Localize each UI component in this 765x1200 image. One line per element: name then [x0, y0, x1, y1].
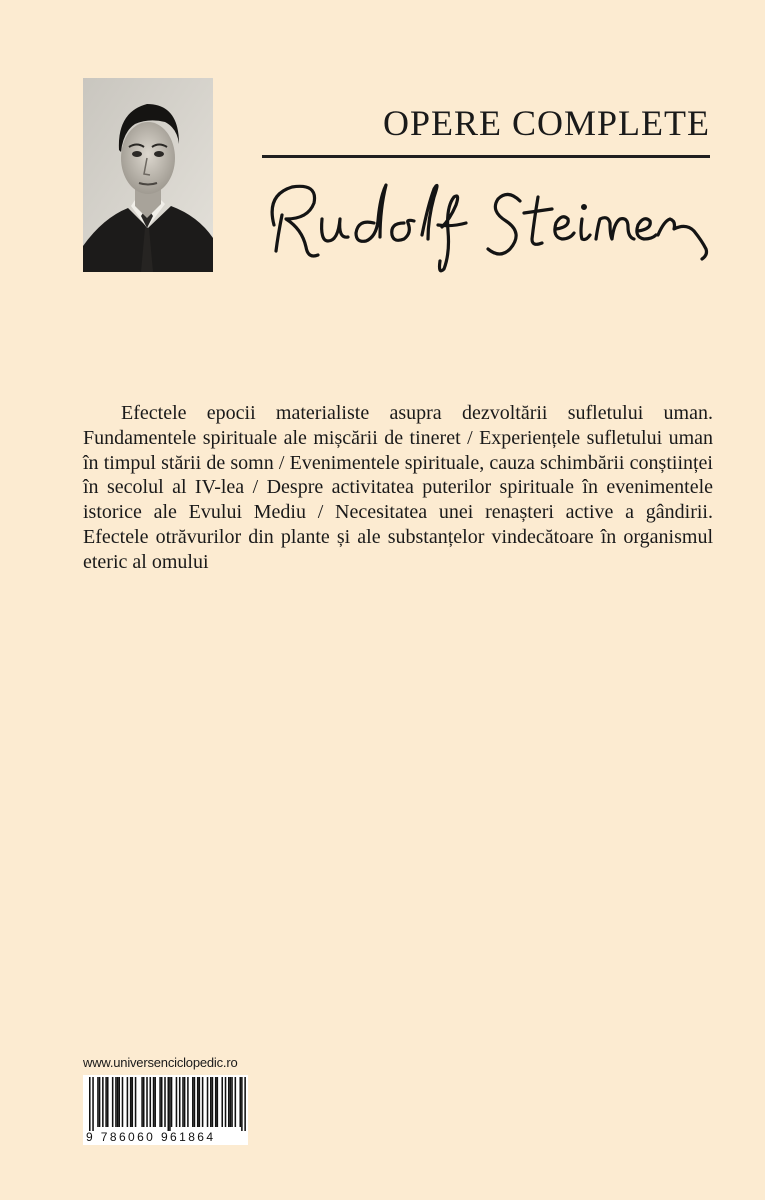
barcode-bar: [97, 1077, 99, 1127]
barcode-bar: [164, 1077, 166, 1127]
barcode-bar: [194, 1077, 196, 1127]
barcode-bar: [217, 1077, 219, 1127]
barcode-bar: [169, 1077, 171, 1131]
title-rule: [262, 155, 710, 158]
barcode-bar: [105, 1077, 107, 1127]
barcode-bar: [215, 1077, 217, 1127]
barcode-bar: [244, 1077, 246, 1131]
barcode-bar: [187, 1077, 189, 1127]
barcode-bar: [118, 1077, 120, 1127]
barcode-bar: [153, 1077, 155, 1127]
barcode-bar: [143, 1077, 145, 1127]
barcode-bar: [89, 1077, 91, 1131]
barcode-bar: [102, 1077, 104, 1127]
barcode-bar: [210, 1077, 212, 1127]
barcode-bar: [112, 1077, 114, 1127]
barcode-bar: [146, 1077, 148, 1127]
barcode-bar: [122, 1077, 124, 1127]
barcode-bar: [168, 1077, 170, 1131]
barcode-bar: [241, 1077, 243, 1131]
barcode-bar: [221, 1077, 223, 1127]
barcode-bar: [207, 1077, 209, 1127]
barcode-bar: [141, 1077, 143, 1127]
barcode-bar: [115, 1077, 117, 1127]
barcode-bars: [83, 1075, 248, 1131]
barcode-bar: [150, 1077, 152, 1127]
barcode-bar: [197, 1077, 199, 1127]
barcode-bar: [184, 1077, 186, 1127]
barcode-bar: [161, 1077, 163, 1127]
publisher-website: www.universenciclopedic.ro: [83, 1055, 238, 1070]
barcode-bar: [179, 1077, 181, 1127]
barcode-bar: [92, 1077, 94, 1131]
barcode-bar: [154, 1077, 156, 1127]
barcode-bar: [202, 1077, 204, 1127]
barcode-bar: [107, 1077, 109, 1127]
author-signature: [262, 175, 712, 275]
barcode-bar: [228, 1077, 230, 1127]
barcode-bar: [225, 1077, 227, 1127]
book-description: Efectele epocii materialiste asupra dezvoltării sufletului uman. Fundamentele spirituale ale mișcării de tineret / Experiențele sufletului uman în timpul stării de somn / Evenimentele spirituale, cauza schimbării conștiinței în secolul al IV-lea / Despre activitatea puterilor spirituale în evenimentele istorice ale Evului Mediu / Necesitatea unei renașteri active a gândirii. Efectele otrăvurilor din plante și ale substanțelor vindecătoare în organismul eteric al omului: [83, 402, 713, 573]
isbn-barcode: [83, 1075, 248, 1145]
series-title: OPERE COMPLETE: [382, 103, 710, 143]
barcode-bar: [192, 1077, 194, 1127]
barcode-bar: [199, 1077, 201, 1127]
barcode-bar: [230, 1077, 232, 1127]
barcode-bar: [159, 1077, 161, 1127]
barcode-bar: [212, 1077, 214, 1127]
barcode-bar: [117, 1077, 119, 1127]
isbn-digits: 9 786060 961864: [86, 1130, 216, 1144]
barcode-bar: [171, 1077, 173, 1127]
barcode-bar: [135, 1077, 137, 1127]
barcode-bar: [130, 1077, 132, 1127]
barcode-bar: [182, 1077, 184, 1127]
author-portrait-photo: [83, 78, 213, 272]
barcode-bar: [239, 1077, 241, 1127]
barcode-bar: [99, 1077, 101, 1127]
barcode-bar: [176, 1077, 178, 1127]
barcode-bar: [127, 1077, 129, 1127]
barcode-bar: [231, 1077, 233, 1127]
barcode-bar: [235, 1077, 237, 1127]
barcode-bar: [132, 1077, 134, 1127]
